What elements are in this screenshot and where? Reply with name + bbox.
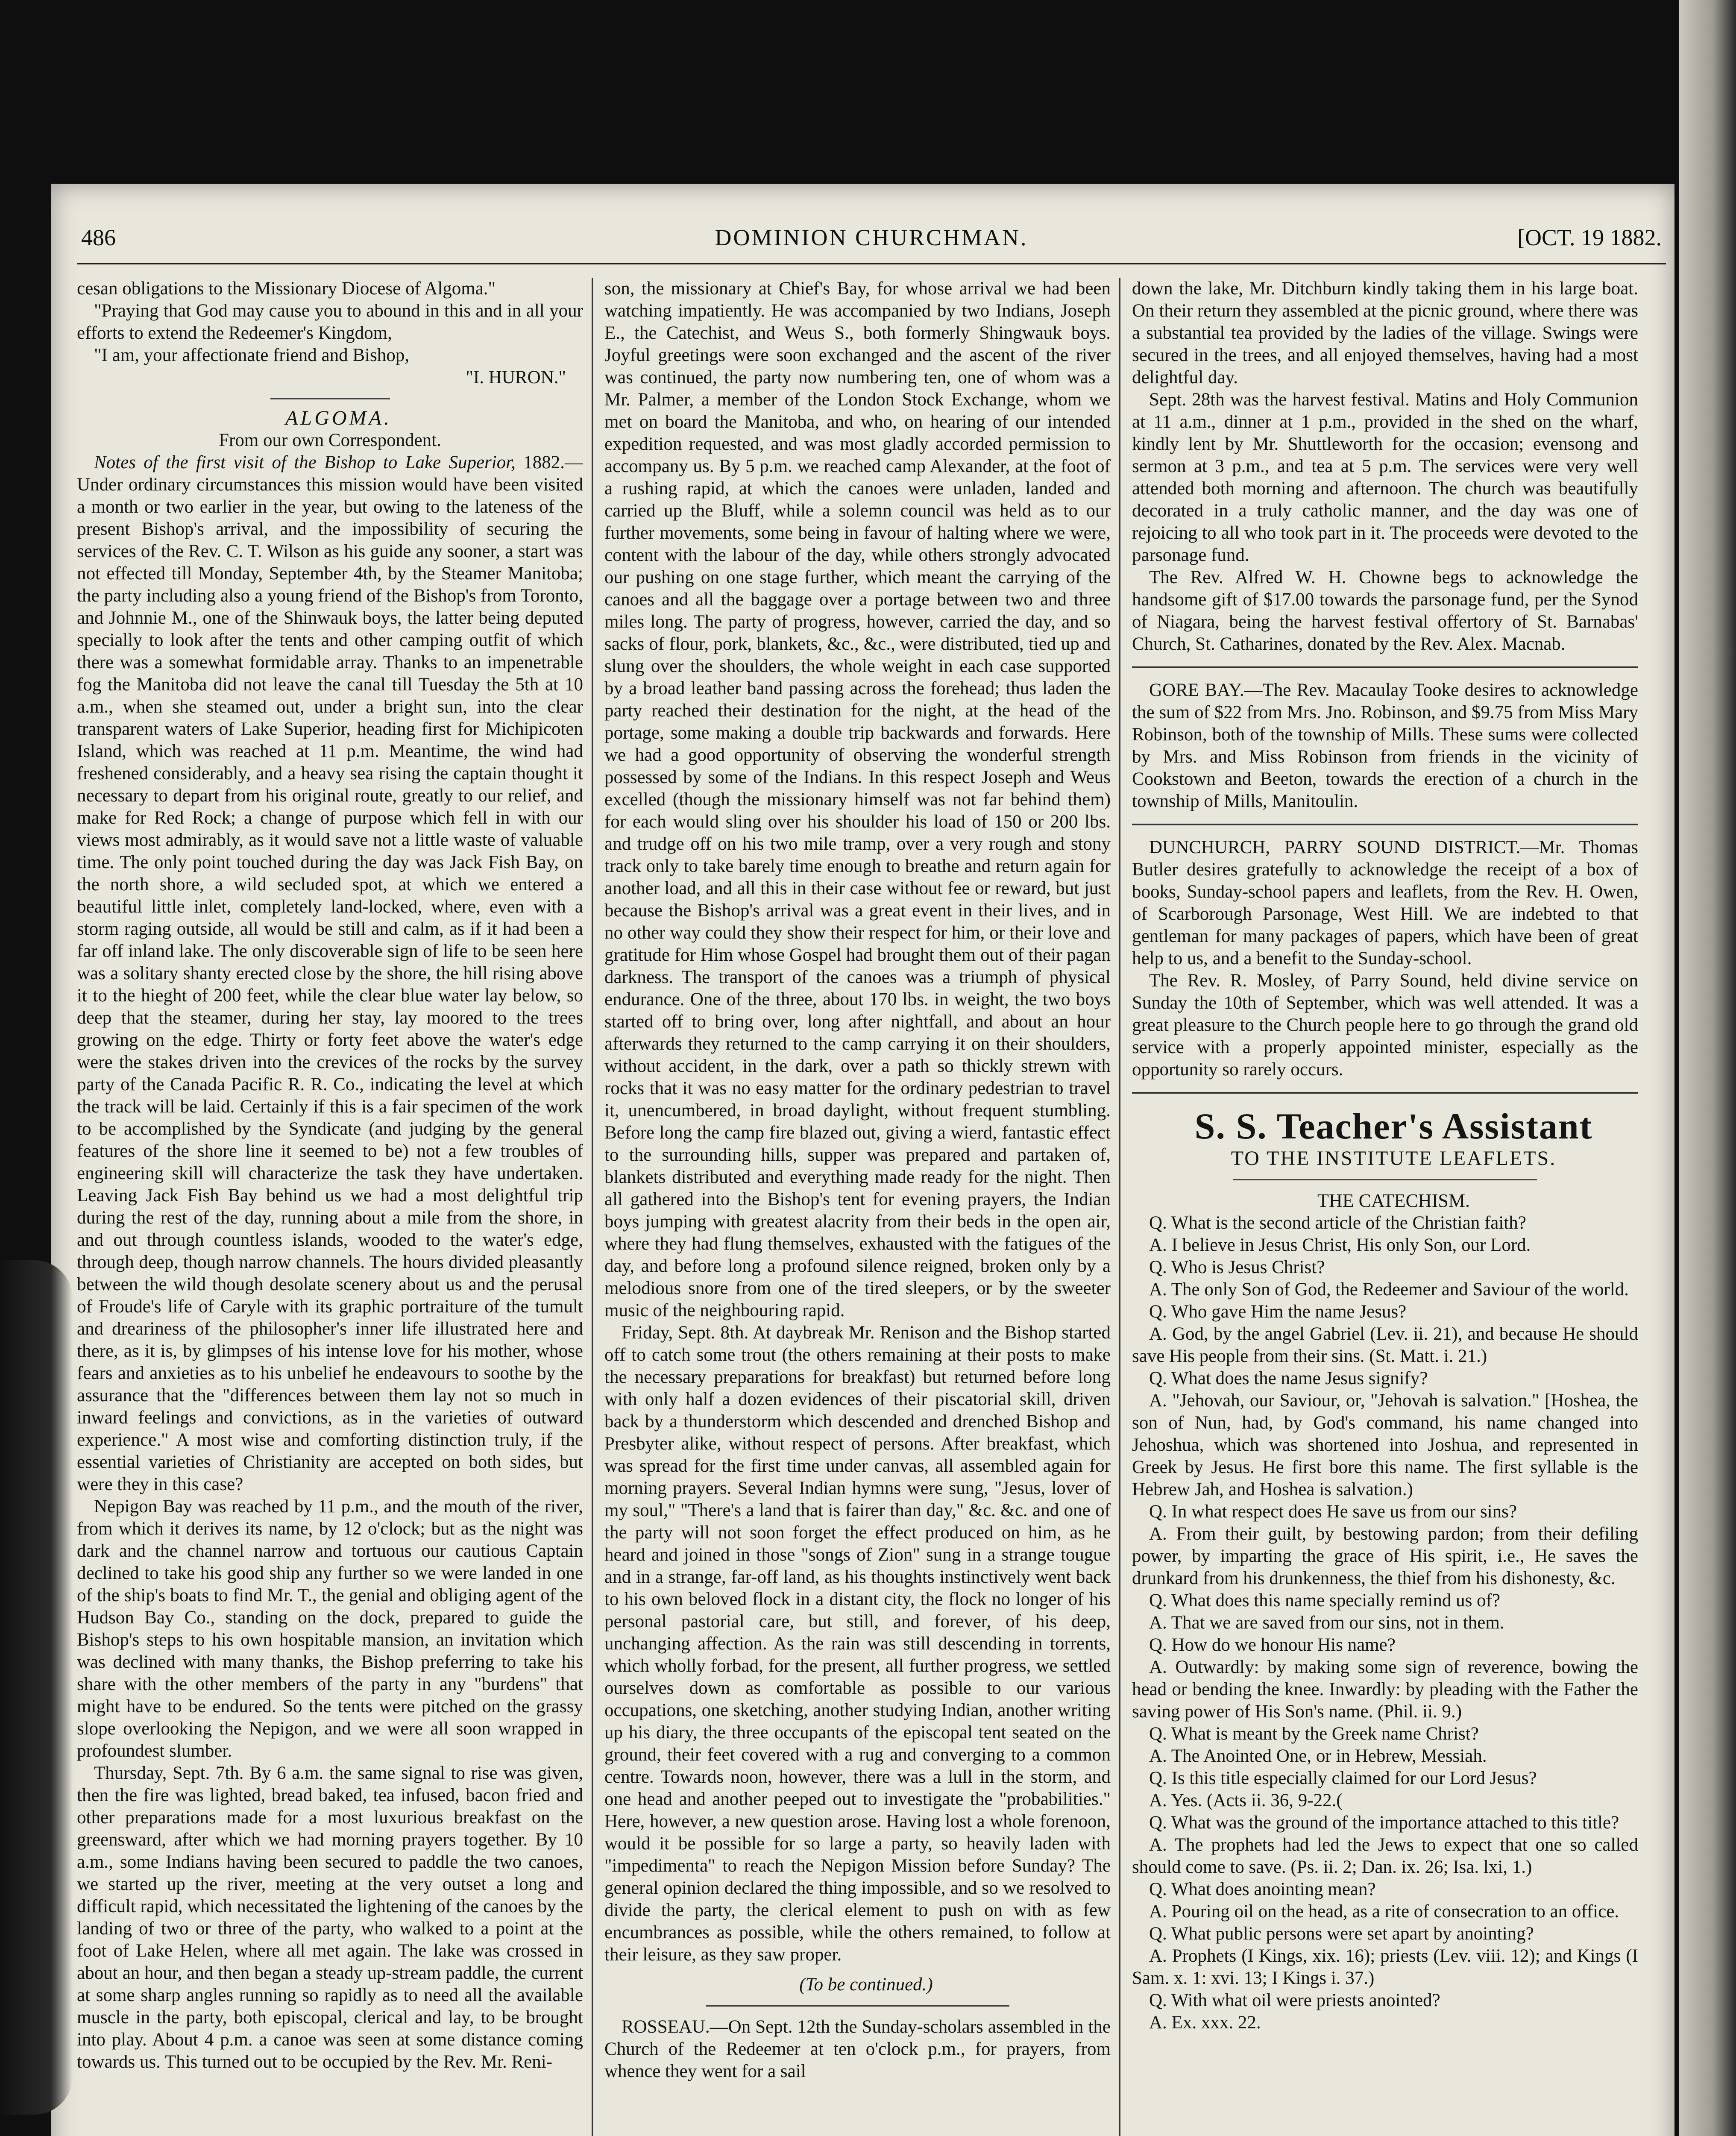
qa-item: A. Yes. (Acts ii. 36, 9-22.(	[1149, 1790, 1343, 1810]
teachers-assistant-title: S. S. Teacher's Assistant	[1194, 1106, 1593, 1147]
paragraph: ROSSEAU.—On Sept. 12th the Sunday-scholars assembled in the Church of the Redeemer at ten o'clock p.m., for prayers, from whence they went for a sail	[604, 2017, 1111, 2081]
qa-item: Q. Is this title especially claimed for our Lord Jesus?	[1149, 1768, 1537, 1788]
column-1	[77, 278, 583, 2136]
teachers-assistant-subtitle: TO THE INSTITUTE LEAFLETS.	[1231, 1147, 1557, 1170]
binding-shadow	[0, 1260, 73, 2115]
notes-body: 1882.—Under ordinary circumstances this mission would have been visited a month or two earlier in the year, but owing to the lateness of the present Bishop's arrival, and the impossibility of securing the services of the Rev. C. T. Wilson as his guide any sooner, a start was not effected till Monday, September 4th, by the Steamer Manitoba; the party including also a young friend of the Bishop's from Toronto, and Johnnie M., one of the Shinwauk boys, the latter being deputed specially to look after the tents and other camping outfit of which there was a somewhat formidable array. Thanks to an impenetrable fog the Manitoba did not leave the canal till Tuesday the 5th at 10 a.m., when she steamed out, under a bright sun, into the clear transparent waters of Lake Superior, heading first for Michipicoten Island, which was reached at 11 p.m. Meantime, the wind had freshened considerably, and a heavy sea rising the captain thought it necessary to depart from his original route, greatly to our relief, and make for Red Rock; a change of purpose which fell in with our views most admirably, as it would save not a little waste of valuable time. The only point touched during the day was Jack Fish Bay, on the north shore, a wild secluded spot, at which we entered a beautiful little inlet, completely land-locked, where, even with a storm raging outside, all would be still and calm, as if it had been a far off inland lake. The only discoverable sign of life to be seen here was a solitary shanty erected close by the shore, the hill rising above it to the hieght of 200 feet, while the clear blue water lay below, so deep that the steamer, during her stay, lay moored to the trees growing on the edge. Thirty or forty feet above the water's edge were the stakes driven into the crevices of the rocks by the survey party of the Canada Pacific R. R. Co., indicating the level at which the track will be laid. Certainly if this is a fair specimen of the work to be accomplished by the Syndicate (and judging by the general features of the shore line it seemed to be) not a few troubles of engineering skill will characterize the task they have undertaken. Leaving Jack Fish Bay behind us we had a most delightful trip during the rest of the day, running about a mile from the shore, in and out through countless islands, wooded to the water's edge, through deep, though narrow channels. The hours divided pleasantly between the wild though desolate scenery about us and the perusal of Froude's life of Caryle with its graphic portraiture of the tumult and dreariness of the philosopher's inner life illustrated here and there, as it is, by glimpses of his intense love for his mother, whose fears and anxieties as to his unbelief he endeavours to soothe by the assurance that the "differences between them lay not so much in inward feelings and convictions, as in the varieties of outward experience." A most wise and comforting distinction truly, if the essential varieties of Christianity are accepted on both sides, but were they in this case?	[77, 452, 583, 1494]
paragraph: down the lake, Mr. Ditchburn kindly taking them in his large boat. On their return they assembled at the picnic ground, where there was a substantial tea provided by the ladies of the village. Swings were secured in the trees, and all enjoyed themselves, having had a most delightful day.	[1132, 279, 1638, 387]
column-2	[604, 278, 1111, 2136]
qa-item: Q. How do we honour His name?	[1149, 1635, 1396, 1655]
section-title: ALGOMA.	[285, 407, 392, 429]
page-number: 486	[81, 225, 116, 250]
paragraph: Thursday, Sept. 7th. By 6 a.m. the same signal to rise was given, then the fire was lighted, bread baked, tea infused, bacon fried and other preparations made for a most luxurious breakfast on the greensward, after which we had morning prayers together. By 10 a.m., some Indians having been secured to paddle the two canoes, we started up the river, meeting at the very outset a long and difficult rapid, which necessitated the lightening of the canoes by the landing of two or three of the party, who walked to a point at the foot of Lake Helen, where all met again. The lake was crossed in about an hour, and then began a steady up-stream paddle, the current at some sharp angles running so rapidly as to need all the available muscle in the party, both episcopal, clerical and lay, to be brought into play. About 4 p.m. a canoe was seen at some distance coming towards us. This turned out to be occupied by the Rev. Mr. Reni-	[77, 1763, 583, 2072]
catechism-heading: THE CATECHISM.	[1317, 1190, 1470, 1211]
qa-item: Q. Who gave Him the name Jesus?	[1149, 1302, 1407, 1322]
paragraph	[77, 452, 583, 1496]
page-edge	[1679, 0, 1736, 2136]
divider	[706, 2005, 1009, 2007]
newspaper-page	[51, 184, 1674, 2136]
qa-item: A. Pouring oil on the head, as a rite of consecration to an office.	[1149, 1901, 1619, 1922]
qa-item: A. That we are saved from our sins, not in them.	[1149, 1613, 1504, 1633]
paragraph: Friday, Sept. 8th. At daybreak Mr. Renison and the Bishop started off to catch some trout (the others remaining at their posts to make the necessary preparations for breakfast) but returned before long with only half a dozen evidences of their piscatorial skill, driven back by a thunderstorm which descended and drenched Bishop and Presbyter alike, without respect of persons. After breakfast, which was spread for the first time under canvas, all assembled again for morning prayers. Several Indian hymns were sung, "Jesus, lover of my soul," "There's a land that is fairer than day," &c. &c. and one of the party will not soon forget the effect produced on him, as he heard and joined in those "songs of Zion" sung in a strange tougue and in a strange, far-off land, as his thoughts instinctively went back to his own beloved flock in a distant city, the flock no longer of his personal pastorial care, but still, and forever, of his deep, unchanging affection. As the rain was still descending in torrents, which wholly forbad, for the present, all further progress, we settled ourselves down as comfortable as possible to our various occupations, one sketching, another studying Indian, another writing up his diary, the three occupants of the episcopal tent seated on the ground, their feet covered with a rug and converging to a common centre. Towards noon, however, there was a lull in the storm, and one head and another peeped out to investigate the "probabilities." Here, however, a new question arose. Having lost a whole forenoon, would it be possible for so large a party, so heavily laden with "impedimenta" to reach the Nepigon Mission before Sunday? The general opinion declared the thing impossible, and so we resolved to divide the party, the clerical element to push on with as few encumbrances as possible, while the others remained, to follow at their leisure, as they saw proper.	[604, 1323, 1111, 1965]
paragraph: Sept. 28th was the harvest festival. Matins and Holy Communion at 11 a.m., dinner at 1 p.m., provided in the shed on the wharf, kindly lent by Mr. Shuttleworth for the occasion; evensong and sermon at 3 p.m., and tea at 5 p.m. The services were very well attended both morning and afternoon. The church was beautifully decorated in a truly catholic manner, and the day was one of rejoicing to all who took part in it. The proceeds were devoted to the parsonage fund.	[1132, 390, 1638, 565]
qa-item: Q. What is meant by the Greek name Christ?	[1149, 1724, 1479, 1744]
notes-lead: Notes of the first visit of the Bishop to Lake Superior,	[94, 452, 516, 472]
qa-item: A. The Anointed One, or in Hebrew, Messiah.	[1149, 1746, 1487, 1766]
column-3	[1132, 278, 1638, 2136]
qa-item: Q. What does the name Jesus signify?	[1149, 1368, 1428, 1388]
column-rule	[1119, 278, 1120, 2136]
header-rule	[77, 263, 1666, 264]
catechism-qa-list	[1132, 1212, 1638, 2034]
qa-item: Q. With what oil were priests anointed?	[1149, 1990, 1440, 2010]
divider	[1233, 1179, 1537, 1180]
paragraph: The Rev. Alfred W. H. Chowne begs to acknowledge the handsome gift of $17.00 towards the parsonage fund, per the Synod of Niagara, being the harvest festival offertory of St. Barnabas' Church, St. Catharines, donated by the Rev. Alex. Macnab.	[1132, 567, 1638, 654]
to-be-continued: (To be continued.)	[799, 1975, 933, 1995]
paragraph: The Rev. R. Mosley, of Parry Sound, held divine service on Sunday the 10th of September, which was well attended. It was a great pleasure to the Church people here to go through the grand old service with a properly appointed minister, especially as the opportunity so rarely occurs.	[1132, 971, 1638, 1080]
qa-item: A. God, by the angel Gabriel (Lev. ii. 21), and because He should save His people from their sins. (St. Matt. i. 21.)	[1132, 1324, 1638, 1366]
qa-item: A. Prophets (I Kings, xix. 16); priests (Lev. viii. 12); and Kings (I Sam. x. 1: xvi. 13; I Kings i. 37.)	[1132, 1946, 1638, 1988]
qa-item: A. I believe in Jesus Christ, His only Son, our Lord.	[1149, 1235, 1531, 1255]
qa-item: A. Ex. xxx. 22.	[1149, 2013, 1261, 2033]
masthead: DOMINION CHURCHMAN.	[715, 225, 1028, 250]
paragraph: "I am, your affectionate friend and Bishop,	[94, 345, 409, 365]
qa-item: Q. In what respect does He save us from our sins?	[1149, 1502, 1517, 1522]
qa-item: A. From their guilt, by bestowing pardon; from their defiling power, by imparting the grace of His spirit, i.e., He saves the drunkard from his drunkenness, the thief from his dishonesty, &c.	[1132, 1524, 1638, 1588]
paragraph: GORE BAY.—The Rev. Macaulay Tooke desires to acknowledge the sum of $22 from Mrs. Jno. Robinson, and $9.75 from Miss Mary Robinson, both of the township of Mills. These sums were collected by Mrs. and Miss Robinson from friends in the vicinity of Cookstown and Beeton, towards the erection of a church in the township of Mills, Manitoulin.	[1132, 680, 1638, 811]
paragraph: Nepigon Bay was reached by 11 p.m., and the mouth of the river, from which it derives its name, by 12 o'clock; but as the night was dark and the channel narrow and tortuous our cautious Captain declined to take his good ship any further so we were landed in one of the ship's boats to find Mr. T., the genial and obliging agent of the Hudson Bay Co., standing on the dock, prepared to guide the Bishop's steps to his own hospitable mansion, an invitation which was declined with many thanks, the Bishop preferring to take his share with the other members of the party in any "burdens" that might have to be endured. So the tents were pitched on the grassy slope overlooking the Nepigon, and we were all soon wrapped in profoundest slumber.	[77, 1496, 583, 1761]
qa-item: Q. What public persons were set apart by anointing?	[1149, 1924, 1534, 1944]
paragraph: cesan obligations to the Missionary Diocese of Algoma."	[77, 279, 496, 299]
section-divider	[270, 398, 390, 399]
signoff: "I. HURON."	[466, 367, 566, 387]
qa-item: Q. What does anointing mean?	[1149, 1879, 1376, 1899]
column-rule	[592, 278, 593, 2136]
divider	[1132, 666, 1638, 668]
qa-item: Q. What is the second article of the Christian faith?	[1149, 1213, 1526, 1233]
qa-item: A. The prophets had led the Jews to expect that one so called should come to save. (Ps. ii. 2; Dan. ix. 26; Isa. lxi, 1.)	[1132, 1835, 1638, 1877]
qa-item: A. The only Son of God, the Redeemer and Saviour of the world.	[1149, 1279, 1629, 1300]
qa-item: A. Outwardly: by making some sign of reverence, bowing the head or bending the knee. Inwardly: by pleading with the Father the saving power of His Son's name. (Phil. ii. 9.)	[1132, 1657, 1638, 1722]
section-subtitle: From our own Correspondent.	[219, 430, 441, 450]
page-header	[81, 224, 1662, 258]
paragraph: DUNCHURCH, PARRY SOUND DISTRICT.—Mr. Thomas Butler desires gratefully to acknowledge the receipt of a box of books, Sunday-school papers and leaflets, from the Rev. H. Owen, of Scarborough Parsonage, West Hill. We are indebted to that gentleman for many packages of papers, which have been of great help to us, and a benefit to the Sunday-school.	[1132, 837, 1638, 968]
divider	[1132, 824, 1638, 825]
qa-item: Q. What does this name specially remind us of?	[1149, 1590, 1500, 1611]
qa-item: Q. What was the ground of the importance attached to this title?	[1149, 1813, 1619, 1833]
qa-item: Q. Who is Jesus Christ?	[1149, 1257, 1325, 1277]
issue-date: [OCT. 19 1882.	[1517, 225, 1662, 250]
paragraph: son, the missionary at Chief's Bay, for whose arrival we had been watching impatiently. He was accompanied by two Indians, Joseph E., the Catechist, and Weus S., both formerly Shingwauk boys. Joyful greetings were soon exchanged and the ascent of the river was continued, the party now numbering ten, one of whom was a Mr. Palmer, a member of the London Stock Exchange, whom we met on board the Manitoba, and who, on hearing of our intended expedition requested, and was most gladly accorded permission to accompany us. By 5 p.m. we reached camp Alexander, at the foot of a rushing rapid, at which the canoes were unladen, landed and carried up the Bluff, while a solemn council was held as to our further movements, some being in favour of halting where we were, content with the labour of the day, while others strongly advocated our pushing on one stage further, which meant the carrying of the canoes and all the baggage over a portage between two and three miles long. The party of progress, however, carried the day, and so sacks of flour, pork, blankets, &c., &c., were distributed, tied up and slung over the shoulders, the whole weight in each case supported by a broad leather band passing across the forehead; thus laden the party reached their destination for the night, at the head of the portage, some making a double trip backwards and forwards. Here we had a good opportunity of observing the wonderful strength possessed by some of the Indians. In this respect Joseph and Weus excelled (though the missionary himself was not far behind them) for each would sling over his shoulder his load of 150 or 200 lbs. and trudge off on his two mile tramp, over a very rough and stony track only to take barely time enough to breathe and return again for another load, and all this in their case without fee or reward, but just because the Bishop's arrival was a great event in their lives, and in no other way could they show their respect for him, or their love and gratitude for Him whose Gospel had brought them out of their pagan darkness. The transport of the canoes was a triumph of physical endurance. One of the three, about 170 lbs. in weight, the two boys started off to bring over, long after nightfall, and about an hour afterwards they returned to the camp carrying it on their shoulders, without accident, in the dark, over a path so thickly strewn with rocks that it was no easy matter for the ordinary pedestrian to travel it, unencumbered, in broad daylight, without frequent stumbling. Before long the camp fire blazed out, giving a wierd, fantastic effect to the surrounding hills, supper was prepared and partaken of, blankets distributed and everything made ready for the night. Then all gathered into the Bishop's tent for evening prayers, the Indian boys jumping with greatest alacrity from their beds in the open air, where they had flung themselves, exhausted with the fatigues of the day, and before long a profound silence reigned, broken only by a melodious snore from one of the tired sleepers, or by the sweeter music of the neighbouring rapid.	[604, 279, 1111, 1320]
paragraph: "Praying that God may cause you to abound in this and in all your efforts to extend the Redeemer's Kingdom,	[77, 301, 583, 343]
qa-item: A. "Jehovah, our Saviour, or, "Jehovah is salvation." [Hoshea, the son of Nun, had, by God's command, his name changed into Jehoshua, which was shortened into Joshua, and represented in Greek by Jesus. He first bore this name. The first syllable is the Hebrew Jah, and Hoshea is salvation.)	[1132, 1391, 1638, 1499]
divider	[1132, 1092, 1638, 1094]
